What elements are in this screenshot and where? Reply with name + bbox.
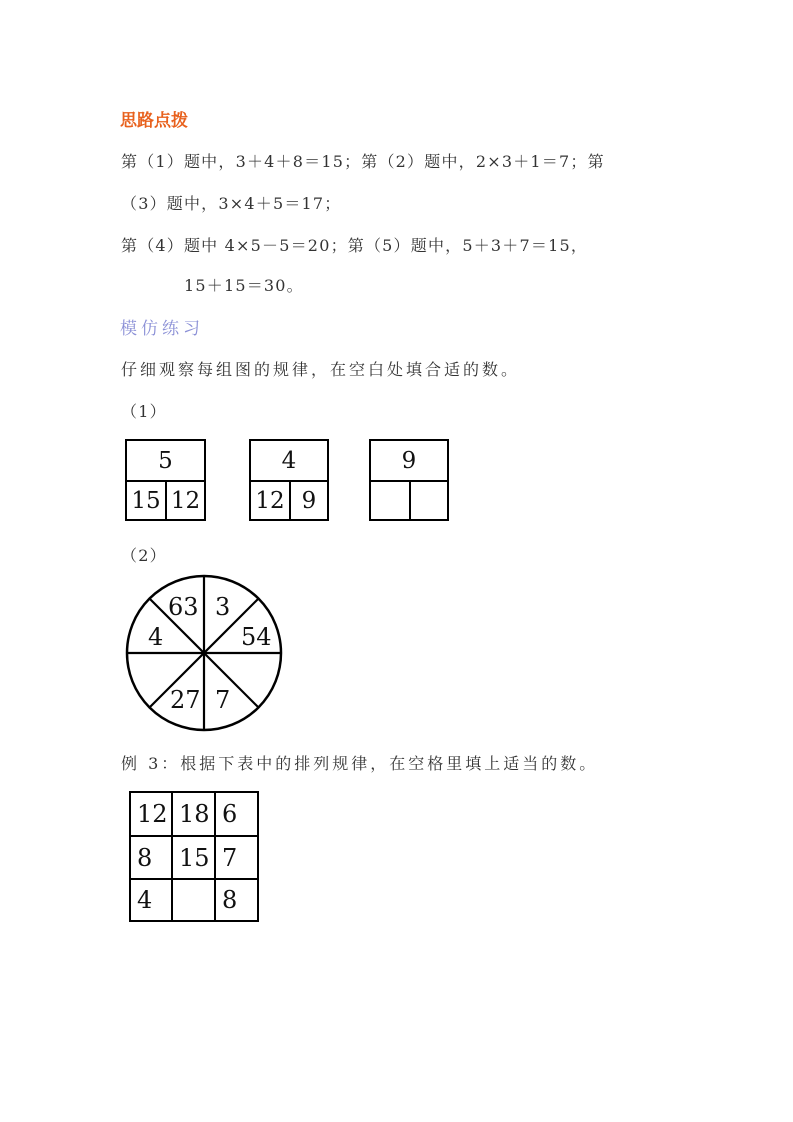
practice-section-title: 模仿练习 xyxy=(120,319,204,339)
hint-section-title: 思路点拨 xyxy=(120,111,188,131)
grid-cell: 18 xyxy=(173,793,216,837)
grid-cell: 15 xyxy=(173,837,216,880)
grid-cell: 12 xyxy=(131,793,173,837)
box-bottom-right-value: 12 xyxy=(170,487,201,514)
part1-label: （1） xyxy=(121,402,167,421)
hint-line-4: 15＋15＝30。 xyxy=(184,276,304,295)
box-bottom-right-blank[interactable] xyxy=(411,482,447,519)
hint-line-1: 第（1）题中，3＋4＋8＝15；第（2）题中，2×3＋1＝7；第 xyxy=(121,152,605,171)
number-box-1 xyxy=(125,439,206,521)
sector-top-right: 3 xyxy=(215,593,231,621)
hint-line-2: （3）题中，3×4＋5＝17； xyxy=(121,194,342,213)
number-box-3 xyxy=(369,439,449,521)
grid-cell: 4 xyxy=(131,880,173,920)
hint-line-3: 第（4）题中 4×5－5＝20；第（5）题中，5＋3＋7＝15， xyxy=(121,236,589,255)
practice-instruction: 仔细观察每组图的规律，在空白处填合适的数。 xyxy=(121,360,521,379)
sector-bottom-right: 7 xyxy=(215,686,231,714)
box-top-value: 5 xyxy=(127,441,204,482)
box-bottom-right-value: 9 xyxy=(301,487,317,514)
box-bottom-left-blank[interactable] xyxy=(371,482,411,519)
example3-prompt: 例 3：根据下表中的排列规律，在空格里填上适当的数。 xyxy=(121,754,599,773)
box-bottom-left-value: 15 xyxy=(127,482,167,519)
box-top-value: 9 xyxy=(371,441,447,482)
grid-cell-blank[interactable] xyxy=(173,880,216,920)
grid-cell: 7 xyxy=(216,837,257,880)
number-grid xyxy=(129,791,259,922)
number-box-2 xyxy=(249,439,329,521)
circle-diagram xyxy=(124,573,284,733)
box-bottom-left-value: 12 xyxy=(251,482,291,519)
sector-upper-right: 54 xyxy=(241,623,272,651)
grid-cell: 8 xyxy=(131,837,173,880)
grid-cell: 6 xyxy=(216,793,257,837)
sector-bottom-left: 27 xyxy=(170,686,201,714)
sector-top-left: 63 xyxy=(168,593,199,621)
box-top-value: 4 xyxy=(251,441,327,482)
sector-circle xyxy=(124,573,284,733)
grid-cell: 8 xyxy=(222,886,238,914)
sector-upper-left: 4 xyxy=(148,623,164,651)
part2-label: （2） xyxy=(121,546,167,565)
